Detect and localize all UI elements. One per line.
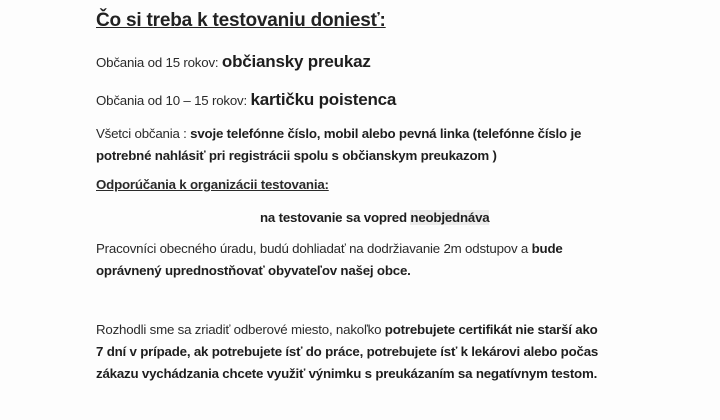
label: Občania od 10 – 15 rokov:	[96, 93, 251, 108]
staff-paragraph-2: oprávnený uprednostňovať obyvateľov našej obce.	[96, 263, 411, 278]
document-title: Čo si treba k testovaniu doniesť:	[96, 10, 386, 31]
text: Rozhodli sme sa zriadiť odberové miesto, nakoľko	[96, 322, 385, 337]
no-booking-note	[260, 210, 489, 225]
bold: potrebujete certifikát nie starší ako	[384, 322, 598, 337]
text: Pracovníci obecného úradu, budú dohliadať na dodržiavanie 2m odstupov a	[96, 241, 532, 256]
all-citizens-line	[96, 126, 581, 141]
text: svoje telefónne číslo, mobil alebo pevná linka (telefónne číslo je	[190, 126, 582, 141]
decision-paragraph-1	[96, 322, 598, 337]
decision-paragraph-3: zákazu vychádzania chcete využiť výnimku s preukázaním sa negatívnym testom.	[96, 366, 598, 381]
recommendations-heading: Odporúčania k organizácii testovania:	[96, 177, 329, 192]
insurance-card-line	[96, 90, 396, 110]
highlight: neobjednáva	[410, 210, 490, 225]
bold: bude	[531, 241, 563, 256]
staff-paragraph-1	[96, 241, 563, 256]
text: na testovanie sa vopred	[260, 210, 411, 225]
label: Všetci občania :	[96, 126, 191, 141]
value: kartičku poistenca	[250, 90, 397, 109]
id-card-line	[96, 52, 371, 72]
value: občiansky preukaz	[221, 52, 371, 71]
decision-paragraph-2: 7 dní v prípade, ak potrebujete ísť do práce, potrebujete ísť k lekárovi alebo počas	[96, 344, 599, 359]
label: Občania od 15 rokov:	[96, 55, 222, 70]
all-citizens-line-2: potrebné nahlásiť pri registrácii spolu s občianskym preukazom )	[96, 148, 497, 163]
